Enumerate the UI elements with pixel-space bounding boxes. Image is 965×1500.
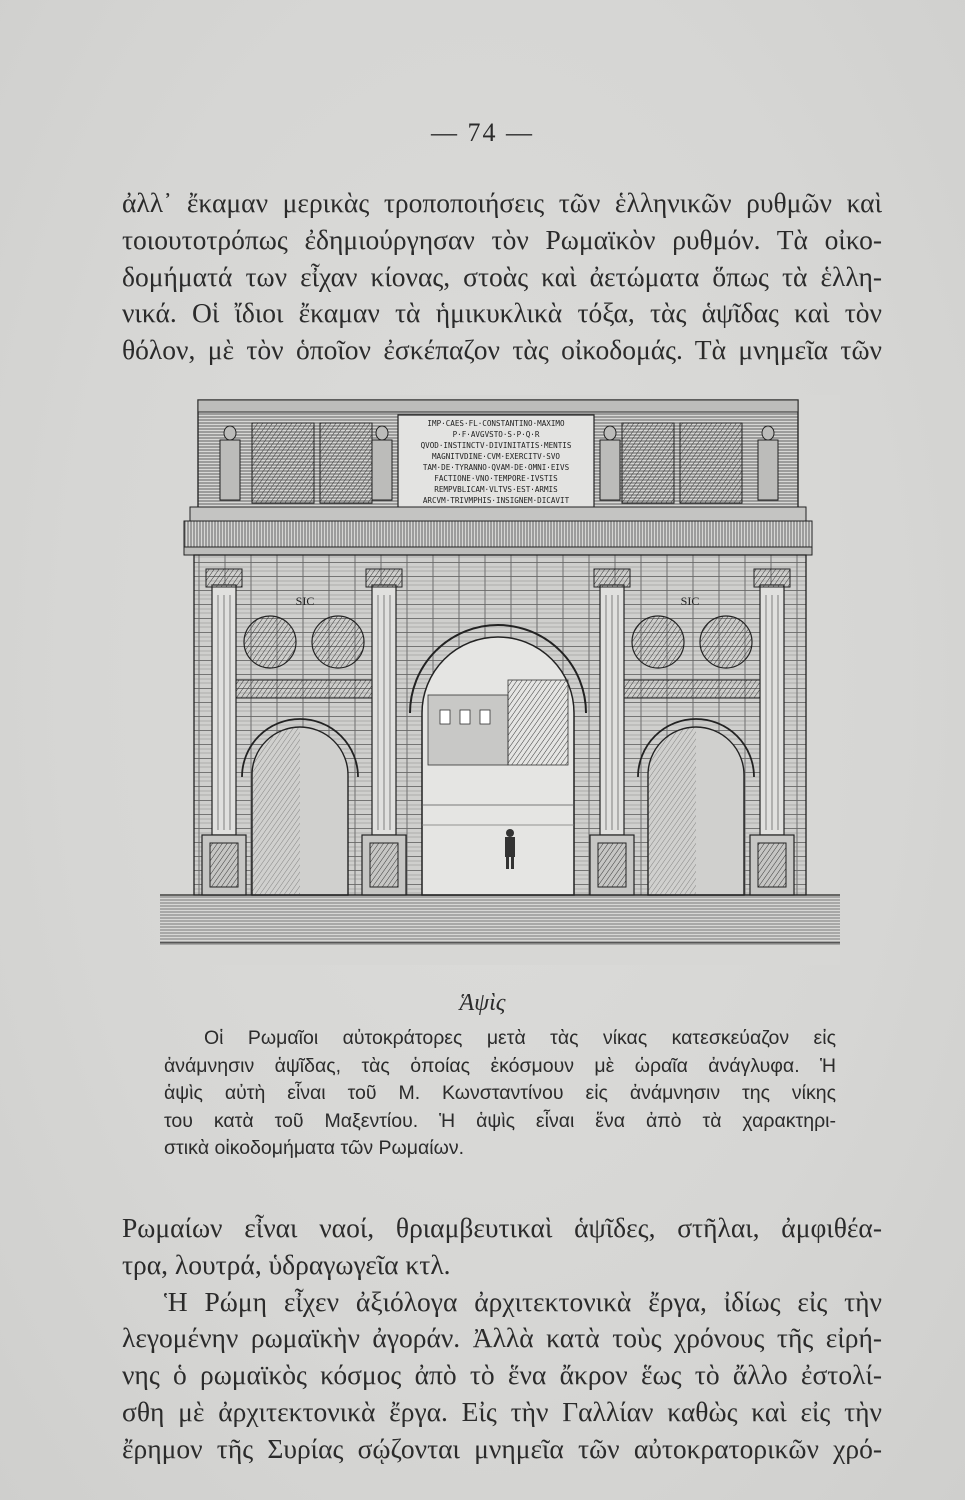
inscription-line: ARCVM·TRIVMPHIS·INSIGNEM·DICAVIT [422,496,570,505]
caption-line: ἀνάμνησιν ἁψῖδας, τὰς ὁποίας ἐκόσμουν μὲ ὡραῖα ἀνάγλυφα. Ἡ [164,1054,836,1077]
text-line: νικά. Οἱ ἴδιοι ἔκαμαν τὰ ἡμικυκλικὰ τόξα, τὰς ἁψῖδας καὶ τὸν [122,297,882,329]
text-line: νης ὁ ρωμαϊκὸς κόσμος ἀπὸ τὸ ἕνα ἄκρον ἕως τὸ ἄλλο ἐστολί- [122,1359,882,1391]
caption-title: Ἁψὶς [459,990,506,1016]
inscription-line: QVOD·INSTINCTV·DIVINITATIS·MENTIS [420,441,572,450]
text-line: τρα, λουτρά, ὑδραγωγεῖα κτλ. [122,1248,451,1280]
top-paragraph [122,185,882,369]
inscription-line: REMPVBLICAM·VLTVS·EST·ARMIS [434,485,558,494]
attic [190,400,806,521]
caption-line: στικὰ οἰκοδομήματα τῶν Ρωμαίων. [164,1137,465,1159]
text-line: ἔρημον τῆς Συρίας σῴζονται μνημεῖα τῶν αὐτοκρατορικῶν χρό- [122,1432,882,1464]
text-line: σθη μὲ ἀρχιτεκτονικὰ ἔργα. Εἰς τὴν Γαλλίαν καθὼς καὶ εἰς τὴν [122,1395,882,1427]
caption-line: ἁψὶς αὐτὴ εἶναι τοῦ Μ. Κωνσταντίνου εἰς ἀνάμνησιν της νίκης [164,1082,836,1104]
text-line: λεγομένην ρωμαϊκὴν ἀγοράν. Ἀλλὰ κατὰ τοὺς χρόνους τῆς εἰρή- [122,1322,882,1354]
text-line: θόλον, μὲ τὸν ὁποῖον ἐσκέπαζον τὰς οἰκοδομάς. Τὰ μνημεῖα τῶν [122,334,882,366]
inscription-line: MAGNITVDINE·CVM·EXERCITV·SVO [431,452,561,461]
text-line: τοιουτοτρόπως ἐδημιούργησαν τὸν Ρωμαϊκὸν ρυθμόν. Τὰ οἰκο- [122,223,882,255]
text-line: ἀλλ᾽ ἔκαμαν μερικὰς τροποποιήσεις τῶν ἑλληνικῶν ρυθμῶν καὶ [122,187,882,218]
bottom-paragraph [122,1210,882,1468]
figure-caption [164,1025,836,1163]
page-number: — 74 — [431,118,534,147]
text-line: Ρωμαίων εἶναι ναοί, θριαμβευτικαὶ ἁψῖδες, στῆλαι, ἀμφιθέα- [122,1212,882,1243]
frieze-label: SIC [680,594,700,608]
caption-line: Οἱ Ρωμαῖοι αὐτοκράτορες μετὰ τὰς νίκας κατεσκεύαζον εἰς [204,1027,836,1049]
inscription-line: IMP·CAES·FL·CONSTANTINO·MAXIMO [427,419,565,428]
caption-line: του κατὰ τοῦ Μαξεντίου. Ἡ ἁψὶς εἶναι ἕνα ἀπὸ τὰ χαρακτηρι- [164,1109,836,1132]
text-line: Ἡ Ρώμη εἶχεν ἀξιόλογα ἀρχιτεκτονικὰ ἔργα, ἰδίως εἰς τὴν [164,1285,882,1317]
text-line: δομήματά των εἶχαν κίονας, στοὰς καὶ ἀετώματα ὅπως τὰ ἑλλη- [122,260,882,292]
inscription-line: TAM·DE·TYRANNO·QVAM·DE·OMNI·EIVS [422,463,570,472]
arch-engraving [160,395,840,965]
cornice [184,521,812,555]
frieze-label: SIC [295,594,315,608]
ground [160,895,840,945]
arch-body [194,555,806,895]
inscription-line: P·F·AVGVSTO·S·P·Q·R [452,430,540,439]
inscription-line: FACTIONE·VNO·TEMPORE·IVSTIS [434,474,558,483]
